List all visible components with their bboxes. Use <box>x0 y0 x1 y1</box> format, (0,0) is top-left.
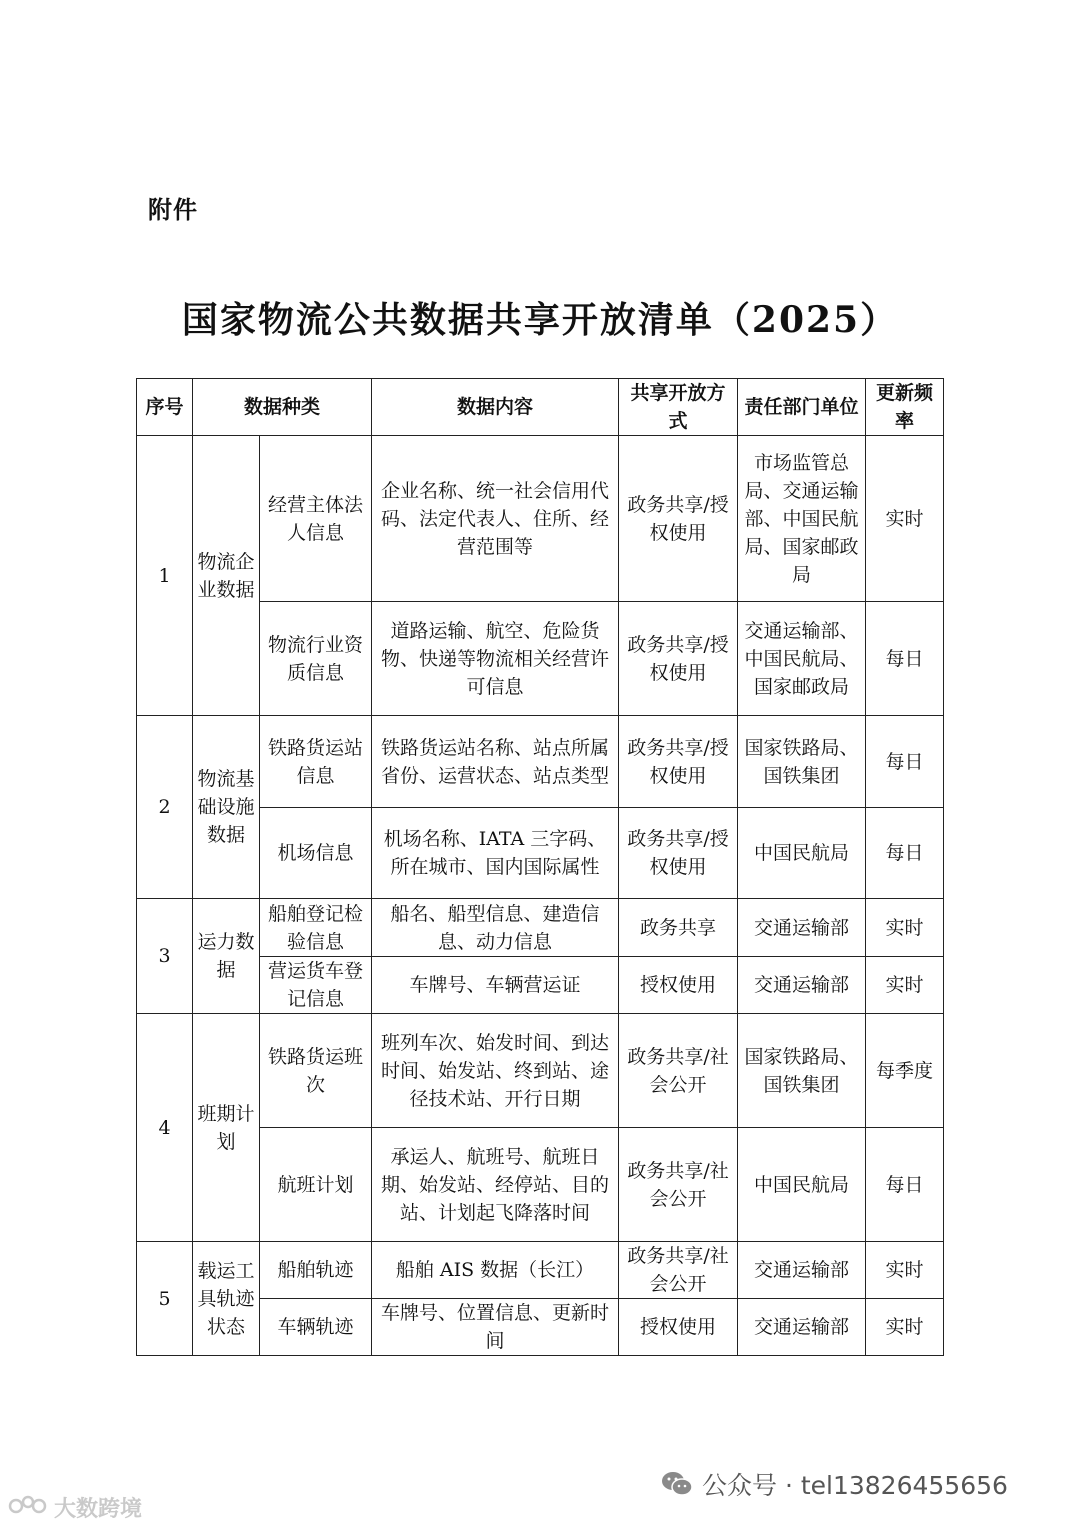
seq-cell: 4 <box>137 1014 193 1242</box>
content-cell: 船舶 AIS 数据（长江） <box>372 1242 619 1299</box>
dept-cell: 国家铁路局、国铁集团 <box>738 1014 866 1128</box>
content-cell: 船名、船型信息、建造信息、动力信息 <box>372 899 619 957</box>
table-row <box>137 436 944 602</box>
wechat-icon <box>660 1470 694 1498</box>
header-content: 数据内容 <box>372 379 619 436</box>
header-seq: 序号 <box>137 379 193 436</box>
header-category: 数据种类 <box>193 379 372 436</box>
freq-cell: 实时 <box>866 957 944 1014</box>
mode-cell: 授权使用 <box>619 957 738 1014</box>
table-row <box>137 716 944 808</box>
content-cell: 铁路货运站名称、站点所属省份、运营状态、站点类型 <box>372 716 619 808</box>
dept-cell: 交通运输部 <box>738 1299 866 1356</box>
content-cell: 机场名称、IATA 三字码、所在城市、国内国际属性 <box>372 808 619 899</box>
table-row <box>137 1242 944 1299</box>
mode-cell: 授权使用 <box>619 1299 738 1356</box>
mode-cell: 政务共享 <box>619 899 738 957</box>
brand-logo-icon <box>8 1492 48 1522</box>
subcategory-cell: 物流行业资质信息 <box>260 602 372 716</box>
freq-cell: 每日 <box>866 716 944 808</box>
table-row <box>137 899 944 957</box>
freq-cell: 实时 <box>866 1242 944 1299</box>
data-list-table <box>136 378 944 1356</box>
mode-cell: 政务共享/授权使用 <box>619 808 738 899</box>
freq-cell: 每日 <box>866 808 944 899</box>
dept-cell: 交通运输部 <box>738 1242 866 1299</box>
content-cell: 承运人、航班号、航班日期、始发站、经停站、目的站、计划起飞降落时间 <box>372 1128 619 1242</box>
freq-cell: 每日 <box>866 602 944 716</box>
watermark-brand-text: 大数跨境 <box>54 1497 143 1522</box>
subcategory-cell: 车辆轨迹 <box>260 1299 372 1356</box>
mode-cell: 政务共享/授权使用 <box>619 716 738 808</box>
header-freq: 更新频率 <box>866 379 944 436</box>
category-cell: 班期计划 <box>193 1014 260 1242</box>
table-row <box>137 1014 944 1128</box>
subcategory-cell: 航班计划 <box>260 1128 372 1242</box>
subcategory-cell: 铁路货运班次 <box>260 1014 372 1128</box>
subcategory-cell: 船舶登记检验信息 <box>260 899 372 957</box>
dept-cell: 交通运输部 <box>738 899 866 957</box>
document-title: 国家物流公共数据共享开放清单（2025） <box>181 299 899 341</box>
seq-cell: 2 <box>137 716 193 899</box>
dept-cell: 交通运输部 <box>738 957 866 1014</box>
subcategory-cell: 机场信息 <box>260 808 372 899</box>
freq-cell: 每日 <box>866 1128 944 1242</box>
seq-cell: 3 <box>137 899 193 1014</box>
freq-cell: 实时 <box>866 1299 944 1356</box>
freq-cell: 实时 <box>866 436 944 602</box>
dept-cell: 中国民航局 <box>738 1128 866 1242</box>
header-dept: 责任部门单位 <box>738 379 866 436</box>
content-cell: 企业名称、统一社会信用代码、法定代表人、住所、经营范围等 <box>372 436 619 602</box>
dept-cell: 中国民航局 <box>738 808 866 899</box>
content-cell: 车牌号、位置信息、更新时间 <box>372 1299 619 1356</box>
seq-cell: 5 <box>137 1242 193 1356</box>
content-cell: 班列车次、始发时间、到达时间、始发站、终到站、途径技术站、开行日期 <box>372 1014 619 1128</box>
watermark-brand <box>8 1492 142 1523</box>
dept-cell: 交通运输部、中国民航局、国家邮政局 <box>738 602 866 716</box>
subcategory-cell: 经营主体法人信息 <box>260 436 372 602</box>
mode-cell: 政务共享/授权使用 <box>619 436 738 602</box>
subcategory-cell: 铁路货运站信息 <box>260 716 372 808</box>
subcategory-cell: 营运货车登记信息 <box>260 957 372 1014</box>
watermark-wechat-text: 公众号 · tel13826455656 <box>702 1471 1008 1500</box>
freq-cell: 每季度 <box>866 1014 944 1128</box>
content-cell: 道路运输、航空、危险货物、快递等物流相关经营许可信息 <box>372 602 619 716</box>
dept-cell: 市场监管总局、交通运输部、中国民航局、国家邮政局 <box>738 436 866 602</box>
mode-cell: 政务共享/社会公开 <box>619 1242 738 1299</box>
watermark-wechat <box>660 1466 1008 1502</box>
category-cell: 载运工具轨迹状态 <box>193 1242 260 1356</box>
dept-cell: 国家铁路局、国铁集团 <box>738 716 866 808</box>
seq-cell: 1 <box>137 436 193 716</box>
category-cell: 运力数据 <box>193 899 260 1014</box>
category-cell: 物流企业数据 <box>193 436 260 716</box>
table-header-row <box>137 379 944 436</box>
freq-cell: 实时 <box>866 899 944 957</box>
category-cell: 物流基础设施数据 <box>193 716 260 899</box>
mode-cell: 政务共享/社会公开 <box>619 1014 738 1128</box>
header-mode: 共享开放方式 <box>619 379 738 436</box>
mode-cell: 政务共享/授权使用 <box>619 602 738 716</box>
content-cell: 车牌号、车辆营运证 <box>372 957 619 1014</box>
subcategory-cell: 船舶轨迹 <box>260 1242 372 1299</box>
mode-cell: 政务共享/社会公开 <box>619 1128 738 1242</box>
attachment-label: 附件 <box>148 196 198 224</box>
